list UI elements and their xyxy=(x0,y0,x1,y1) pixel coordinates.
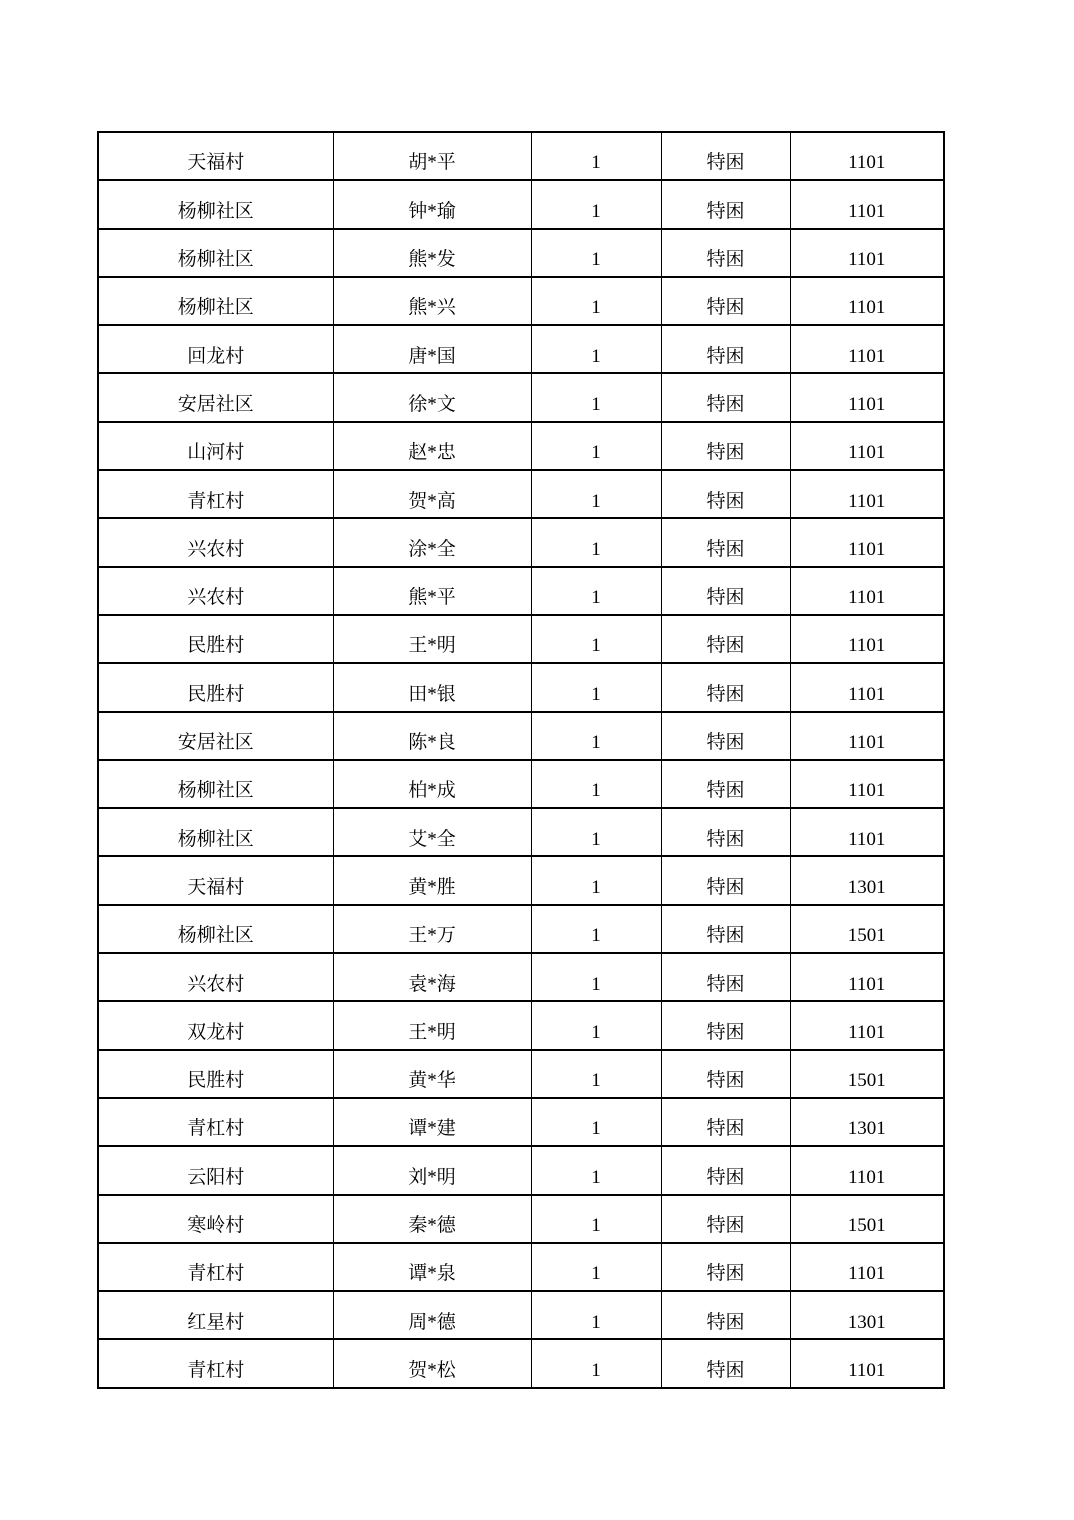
cell-village: 杨柳社区 xyxy=(98,180,333,228)
table-row xyxy=(98,1243,944,1291)
cell-name: 熊*平 xyxy=(333,567,531,615)
table-row xyxy=(98,518,944,566)
cell-category: 特困 xyxy=(661,1098,790,1146)
cell-village: 杨柳社区 xyxy=(98,229,333,277)
cell-village: 云阳村 xyxy=(98,1146,333,1194)
cell-category: 特困 xyxy=(661,856,790,904)
cell-count: 1 xyxy=(531,712,661,760)
table-row xyxy=(98,132,944,180)
cell-code: 1101 xyxy=(790,615,944,663)
cell-count: 1 xyxy=(531,1146,661,1194)
cell-code: 1101 xyxy=(790,229,944,277)
table-row xyxy=(98,229,944,277)
table-row xyxy=(98,1339,944,1388)
cell-category: 特困 xyxy=(661,132,790,180)
cell-village: 红星村 xyxy=(98,1291,333,1339)
cell-count: 1 xyxy=(531,615,661,663)
cell-code: 1101 xyxy=(790,1146,944,1194)
cell-category: 特困 xyxy=(661,1243,790,1291)
cell-code: 1101 xyxy=(790,953,944,1001)
cell-count: 1 xyxy=(531,1291,661,1339)
cell-category: 特困 xyxy=(661,760,790,808)
cell-category: 特困 xyxy=(661,470,790,518)
cell-count: 1 xyxy=(531,277,661,325)
table-row xyxy=(98,1050,944,1098)
cell-name: 袁*海 xyxy=(333,953,531,1001)
cell-village: 兴农村 xyxy=(98,567,333,615)
cell-count: 1 xyxy=(531,1195,661,1243)
cell-name: 秦*德 xyxy=(333,1195,531,1243)
cell-code: 1301 xyxy=(790,1291,944,1339)
cell-count: 1 xyxy=(531,180,661,228)
cell-village: 兴农村 xyxy=(98,518,333,566)
cell-village: 回龙村 xyxy=(98,325,333,373)
cell-village: 杨柳社区 xyxy=(98,277,333,325)
table-row xyxy=(98,856,944,904)
cell-category: 特困 xyxy=(661,518,790,566)
cell-village: 杨柳社区 xyxy=(98,760,333,808)
cell-code: 1501 xyxy=(790,1050,944,1098)
cell-count: 1 xyxy=(531,905,661,953)
cell-category: 特困 xyxy=(661,1001,790,1049)
table-row xyxy=(98,373,944,421)
cell-village: 山河村 xyxy=(98,422,333,470)
cell-name: 谭*泉 xyxy=(333,1243,531,1291)
cell-name: 唐*国 xyxy=(333,325,531,373)
cell-category: 特困 xyxy=(661,1146,790,1194)
cell-category: 特困 xyxy=(661,1195,790,1243)
table-row xyxy=(98,663,944,711)
cell-code: 1501 xyxy=(790,905,944,953)
table-row xyxy=(98,1291,944,1339)
table-row xyxy=(98,1146,944,1194)
cell-village: 兴农村 xyxy=(98,953,333,1001)
cell-category: 特困 xyxy=(661,953,790,1001)
cell-category: 特困 xyxy=(661,1339,790,1388)
cell-name: 刘*明 xyxy=(333,1146,531,1194)
cell-count: 1 xyxy=(531,1098,661,1146)
cell-count: 1 xyxy=(531,1050,661,1098)
cell-name: 熊*发 xyxy=(333,229,531,277)
cell-name: 黄*胜 xyxy=(333,856,531,904)
cell-code: 1101 xyxy=(790,1339,944,1388)
cell-village: 青杠村 xyxy=(98,470,333,518)
cell-village: 安居社区 xyxy=(98,373,333,421)
cell-code: 1101 xyxy=(790,132,944,180)
table-row xyxy=(98,567,944,615)
cell-count: 1 xyxy=(531,422,661,470)
cell-category: 特困 xyxy=(661,422,790,470)
cell-count: 1 xyxy=(531,808,661,856)
cell-category: 特困 xyxy=(661,180,790,228)
cell-name: 王*明 xyxy=(333,1001,531,1049)
cell-category: 特困 xyxy=(661,277,790,325)
cell-code: 1501 xyxy=(790,1195,944,1243)
cell-category: 特困 xyxy=(661,567,790,615)
table-row xyxy=(98,905,944,953)
cell-code: 1101 xyxy=(790,567,944,615)
beneficiary-table xyxy=(97,131,945,1389)
cell-name: 陈*良 xyxy=(333,712,531,760)
table-row xyxy=(98,712,944,760)
cell-count: 1 xyxy=(531,470,661,518)
cell-code: 1101 xyxy=(790,1001,944,1049)
table-row xyxy=(98,953,944,1001)
cell-count: 1 xyxy=(531,1339,661,1388)
cell-count: 1 xyxy=(531,953,661,1001)
cell-village: 民胜村 xyxy=(98,663,333,711)
cell-village: 青杠村 xyxy=(98,1098,333,1146)
cell-category: 特困 xyxy=(661,1050,790,1098)
cell-category: 特困 xyxy=(661,1291,790,1339)
cell-name: 王*万 xyxy=(333,905,531,953)
table-row xyxy=(98,470,944,518)
cell-category: 特困 xyxy=(661,373,790,421)
cell-name: 涂*全 xyxy=(333,518,531,566)
cell-name: 黄*华 xyxy=(333,1050,531,1098)
cell-code: 1101 xyxy=(790,808,944,856)
cell-village: 天福村 xyxy=(98,132,333,180)
cell-name: 柏*成 xyxy=(333,760,531,808)
cell-count: 1 xyxy=(531,229,661,277)
cell-village: 民胜村 xyxy=(98,1050,333,1098)
cell-code: 1101 xyxy=(790,518,944,566)
cell-name: 熊*兴 xyxy=(333,277,531,325)
cell-code: 1101 xyxy=(790,760,944,808)
cell-name: 钟*瑜 xyxy=(333,180,531,228)
cell-code: 1101 xyxy=(790,712,944,760)
cell-name: 周*德 xyxy=(333,1291,531,1339)
table-body xyxy=(98,132,944,1388)
cell-count: 1 xyxy=(531,663,661,711)
cell-village: 寒岭村 xyxy=(98,1195,333,1243)
cell-code: 1101 xyxy=(790,422,944,470)
cell-village: 青杠村 xyxy=(98,1243,333,1291)
cell-name: 谭*建 xyxy=(333,1098,531,1146)
cell-village: 杨柳社区 xyxy=(98,905,333,953)
cell-count: 1 xyxy=(531,325,661,373)
table-row xyxy=(98,1098,944,1146)
table-row xyxy=(98,808,944,856)
table-row xyxy=(98,277,944,325)
cell-village: 天福村 xyxy=(98,856,333,904)
cell-category: 特困 xyxy=(661,905,790,953)
cell-category: 特困 xyxy=(661,712,790,760)
table-row xyxy=(98,1001,944,1049)
cell-code: 1301 xyxy=(790,856,944,904)
cell-category: 特困 xyxy=(661,229,790,277)
cell-count: 1 xyxy=(531,760,661,808)
table-row xyxy=(98,1195,944,1243)
cell-name: 徐*文 xyxy=(333,373,531,421)
cell-name: 胡*平 xyxy=(333,132,531,180)
cell-category: 特困 xyxy=(661,325,790,373)
cell-name: 田*银 xyxy=(333,663,531,711)
cell-count: 1 xyxy=(531,132,661,180)
cell-code: 1101 xyxy=(790,325,944,373)
cell-name: 艾*全 xyxy=(333,808,531,856)
cell-village: 双龙村 xyxy=(98,1001,333,1049)
cell-code: 1101 xyxy=(790,470,944,518)
table-row xyxy=(98,760,944,808)
table-row xyxy=(98,325,944,373)
cell-name: 王*明 xyxy=(333,615,531,663)
cell-village: 杨柳社区 xyxy=(98,808,333,856)
cell-name: 赵*忠 xyxy=(333,422,531,470)
table-row xyxy=(98,180,944,228)
cell-count: 1 xyxy=(531,856,661,904)
cell-village: 安居社区 xyxy=(98,712,333,760)
cell-category: 特困 xyxy=(661,663,790,711)
cell-name: 贺*高 xyxy=(333,470,531,518)
cell-count: 1 xyxy=(531,1243,661,1291)
cell-count: 1 xyxy=(531,1001,661,1049)
cell-code: 1101 xyxy=(790,180,944,228)
cell-code: 1101 xyxy=(790,663,944,711)
cell-count: 1 xyxy=(531,518,661,566)
cell-code: 1101 xyxy=(790,373,944,421)
cell-category: 特困 xyxy=(661,808,790,856)
cell-code: 1101 xyxy=(790,1243,944,1291)
table-row xyxy=(98,422,944,470)
cell-code: 1101 xyxy=(790,277,944,325)
cell-category: 特困 xyxy=(661,615,790,663)
cell-count: 1 xyxy=(531,373,661,421)
cell-count: 1 xyxy=(531,567,661,615)
cell-village: 青杠村 xyxy=(98,1339,333,1388)
cell-village: 民胜村 xyxy=(98,615,333,663)
table-row xyxy=(98,615,944,663)
cell-code: 1301 xyxy=(790,1098,944,1146)
cell-name: 贺*松 xyxy=(333,1339,531,1388)
